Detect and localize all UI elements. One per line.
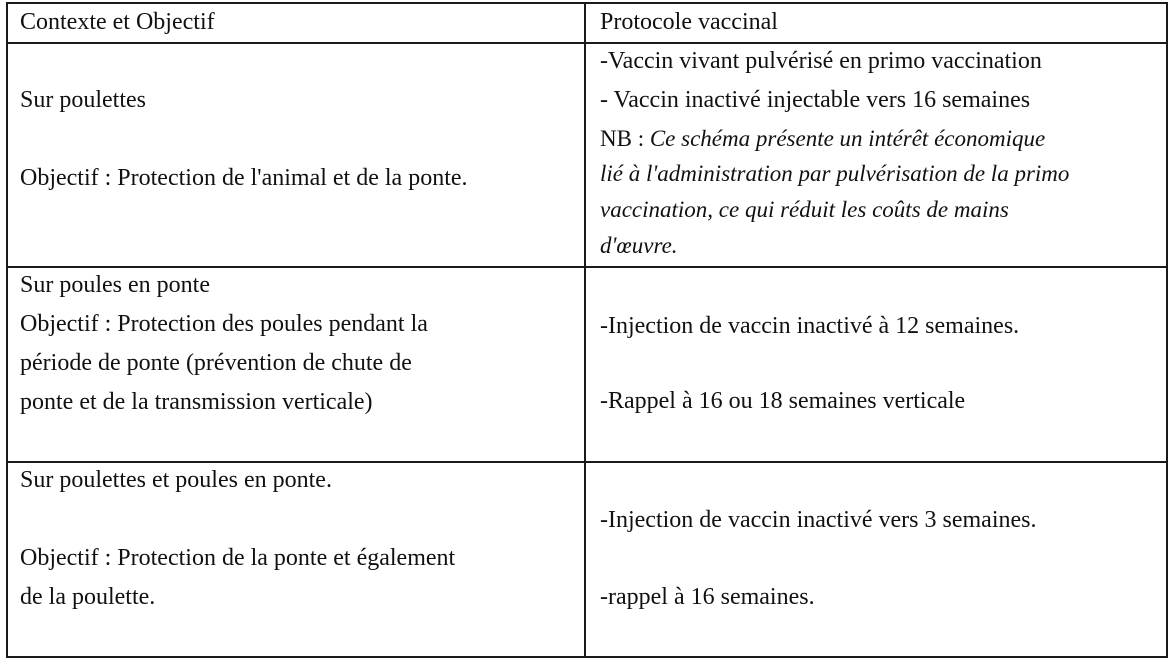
nb-text-line4: d'œuvre. [600,233,678,258]
nb-text-line2: lié à l'administration par pulvérisation de la primo [600,161,1070,186]
row3-protocol-step1: -Injection de vaccin inactivé vers 3 semaines. [600,507,1037,533]
nb-text-line1: Ce schéma présente un intérêt économique [649,126,1046,151]
header-protocol: Protocole vaccinal [600,9,778,35]
row2-context-line2: Objectif : Protection des poules pendant la [20,311,428,337]
row3-context-objective-line1: Objectif : Protection de la ponte et également [20,545,456,571]
row2-protocol-step2: -Rappel à 16 ou 18 semaines verticale [600,388,966,414]
row1-protocol-step2: - Vaccin inactivé injectable vers 16 semaines [600,87,1031,113]
row2-protocol-step1: -Injection de vaccin inactivé à 12 semaines. [600,313,1020,339]
row2-context-line4: ponte et de la transmission verticale) [20,389,373,415]
header-context: Contexte et Objectif [20,9,215,35]
row3-context-subject: Sur poulettes et poules en ponte. [20,467,332,493]
nb-label: NB : [600,126,645,151]
column-divider [584,2,586,658]
table-border-right [1166,2,1168,658]
nb-text-line3: vaccination, ce qui réduit les coûts de mains [600,197,1009,222]
row1-context-objective: Objectif : Protection de l'animal et de la ponte. [20,165,468,191]
row2-context-line1: Sur poules en ponte [20,272,210,298]
row1-protocol-step1: -Vaccin vivant pulvérisé en primo vaccination [600,48,1042,74]
table-border-bottom [6,656,1168,658]
row1-context-subject: Sur poulettes [20,87,146,113]
row3-protocol-step2: -rappel à 16 semaines. [600,584,815,610]
row1-nb-line1 [600,120,1045,158]
table-border-left [6,2,8,658]
row2-context-line3: période de ponte (prévention de chute de [20,350,412,376]
row3-context-objective-line2: de la poulette. [20,584,156,610]
vaccination-table [6,2,1168,658]
